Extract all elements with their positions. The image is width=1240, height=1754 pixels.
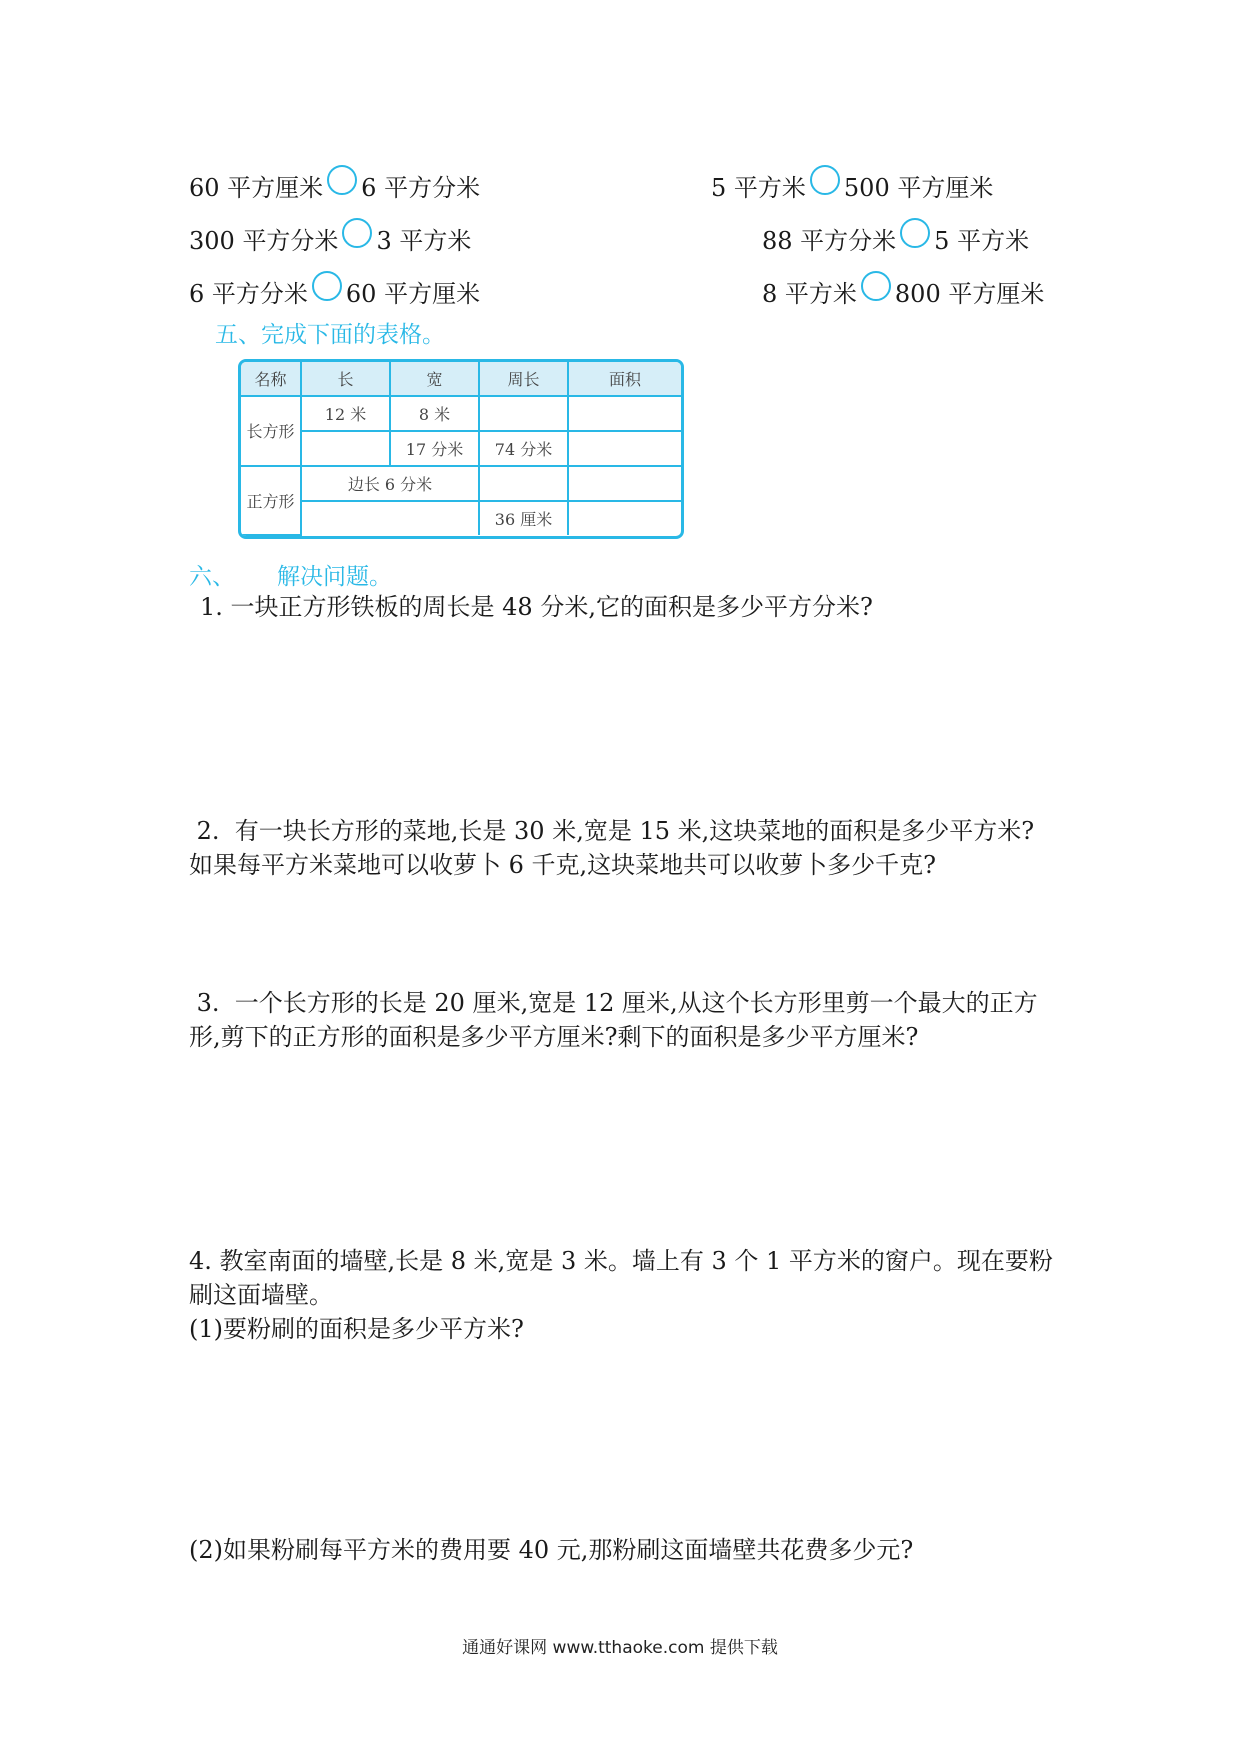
- compare-right: 800 平方厘米: [894, 280, 1045, 308]
- section-6-number: 六、: [189, 564, 235, 590]
- question-2-line-1: 2. 有一块长方形的菜地,长是 30 米,宽是 15 米,这块菜地的面积是多少平方米?: [189, 817, 1035, 845]
- compare-left: 60 平方厘米: [189, 174, 324, 202]
- answer-circle[interactable]: [342, 218, 372, 248]
- compare-right: 5 平方米: [934, 227, 1030, 255]
- cell-length: 12 米: [301, 396, 390, 431]
- section-6-title: 解决问题。: [277, 564, 392, 590]
- question-1: 1. 一块正方形铁板的周长是 48 分米,它的面积是多少平方分米?: [200, 593, 873, 621]
- row-label-rectangle: 长方形: [241, 396, 301, 466]
- compare-row-4: [711, 168, 993, 203]
- cell-perimeter: 36 厘米: [479, 501, 568, 535]
- compare-left: 88 平方分米: [762, 227, 897, 255]
- fill-table: [238, 359, 684, 539]
- section-6-heading: [189, 558, 392, 591]
- page-footer: 通通好课网 www.tthaoke.com 提供下载: [462, 1638, 778, 1658]
- table-header-row: [241, 362, 681, 396]
- cell-width: 17 分米: [390, 431, 479, 466]
- cell-side-blank[interactable]: [301, 501, 479, 535]
- compare-right: 6 平方分米: [361, 174, 481, 202]
- compare-row-6: [762, 274, 1044, 309]
- question-4-line-2: 刷这面墙壁。: [189, 1281, 333, 1309]
- compare-left: 8 平方米: [762, 280, 857, 308]
- header-cell: 宽: [390, 362, 479, 396]
- table-row: [241, 466, 681, 501]
- table-row: [241, 501, 681, 535]
- table-row: [241, 431, 681, 466]
- cell-area-blank[interactable]: [568, 396, 681, 431]
- cell-area-blank[interactable]: [568, 501, 681, 535]
- header-cell: 名称: [241, 362, 301, 396]
- answer-circle[interactable]: [861, 271, 891, 301]
- header-cell: 面积: [568, 362, 681, 396]
- compare-right: 500 平方厘米: [843, 174, 994, 202]
- row-label-square: 正方形: [241, 466, 301, 535]
- question-4-part-1: (1)要粉刷的面积是多少平方米?: [189, 1315, 524, 1343]
- cell-perimeter: 74 分米: [479, 431, 568, 466]
- cell-length-blank[interactable]: [301, 431, 390, 466]
- answer-circle[interactable]: [900, 218, 930, 248]
- compare-right: 60 平方厘米: [345, 280, 481, 308]
- compare-left: 6 平方分米: [189, 280, 308, 308]
- question-4-line-1: 4. 教室南面的墙壁,长是 8 米,宽是 3 米。墙上有 3 个 1 平方米的窗户。现在要粉: [189, 1247, 1053, 1275]
- cell-side: 边长 6 分米: [301, 466, 479, 501]
- section-5-heading: 五、完成下面的表格。: [215, 322, 445, 348]
- compare-row-3: [189, 274, 480, 309]
- header-cell: 周长: [479, 362, 568, 396]
- cell-perimeter-blank[interactable]: [479, 396, 568, 431]
- table-row: [241, 396, 681, 431]
- cell-area-blank[interactable]: [568, 466, 681, 501]
- question-3-line-1: 3. 一个长方形的长是 20 厘米,宽是 12 厘米,从这个长方形里剪一个最大的正方: [189, 989, 1038, 1017]
- compare-left: 300 平方分米: [189, 227, 339, 255]
- compare-left: 5 平方米: [711, 174, 806, 202]
- answer-circle[interactable]: [327, 165, 357, 195]
- compare-row-2: [189, 221, 471, 256]
- compare-right: 3 平方米: [376, 227, 472, 255]
- question-3-line-2: 形,剪下的正方形的面积是多少平方厘米?剩下的面积是多少平方厘米?: [189, 1023, 919, 1051]
- compare-row-1: [189, 168, 480, 203]
- question-2-line-2: 如果每平方米菜地可以收萝卜 6 千克,这块菜地共可以收萝卜多少千克?: [189, 851, 937, 879]
- question-4-part-2: (2)如果粉刷每平方米的费用要 40 元,那粉刷这面墙壁共花费多少元?: [189, 1536, 914, 1564]
- answer-circle[interactable]: [312, 271, 342, 301]
- compare-row-5: [762, 221, 1029, 256]
- cell-width: 8 米: [390, 396, 479, 431]
- cell-perimeter-blank[interactable]: [479, 466, 568, 501]
- answer-circle[interactable]: [810, 165, 840, 195]
- header-cell: 长: [301, 362, 390, 396]
- cell-area-blank[interactable]: [568, 431, 681, 466]
